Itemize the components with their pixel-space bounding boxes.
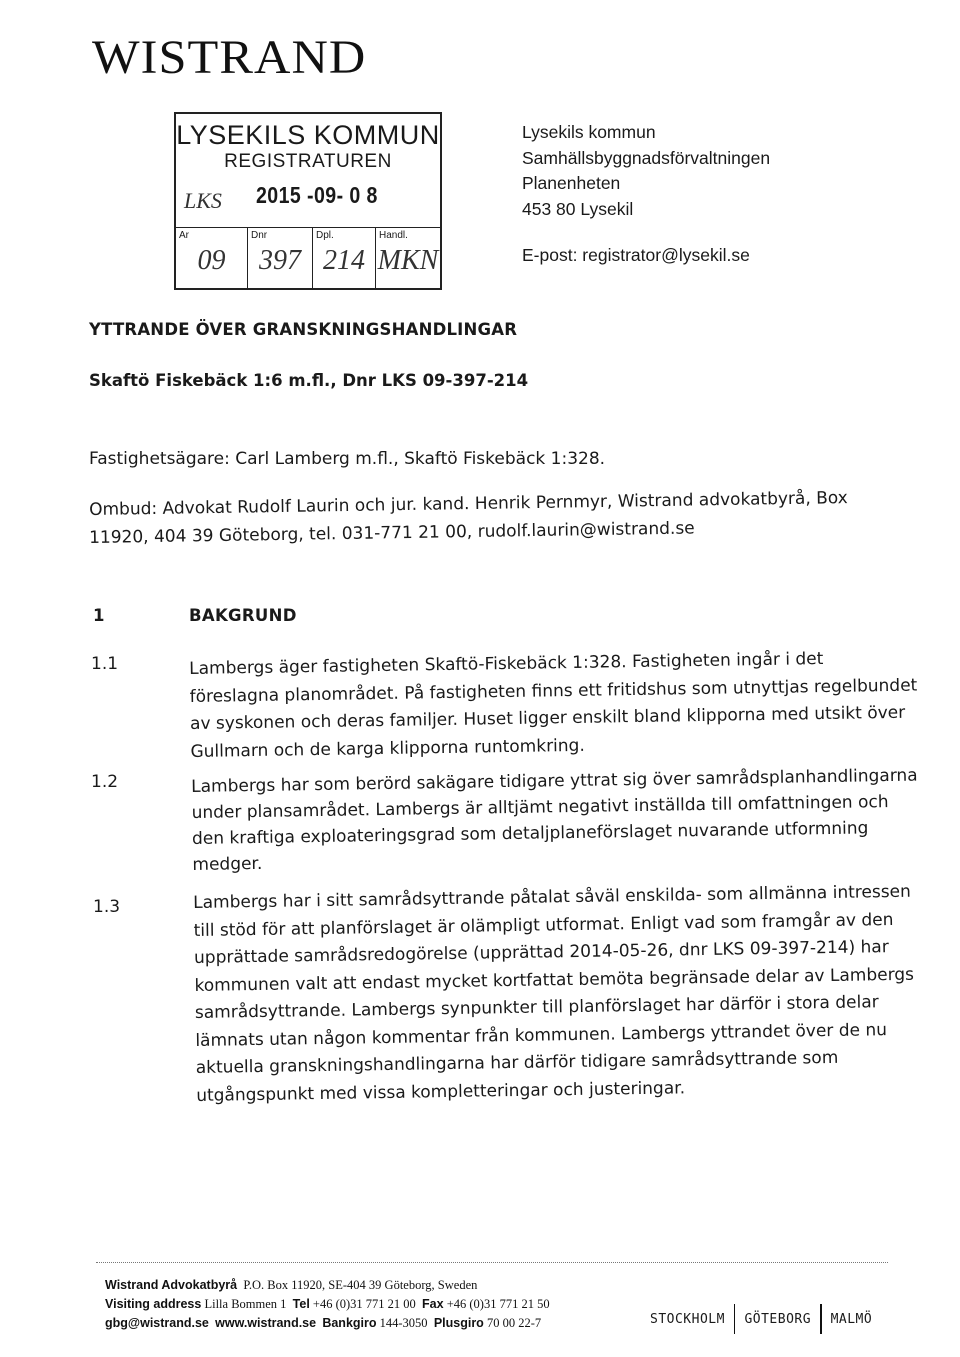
footer-visiting: Lilla Bommen 1 — [204, 1297, 287, 1311]
stamp-cell-value: 214 — [323, 245, 365, 276]
stamp-cells — [176, 227, 440, 288]
office-goteborg: GÖTEBORG — [744, 1311, 812, 1327]
footer-tel: +46 (0)31 771 21 00 — [312, 1297, 416, 1311]
paragraph-line: under plansamrådet. Lambergs är alltjämt negativt inställda till omfattningen och — [191, 792, 889, 823]
footer-offices — [650, 1304, 872, 1334]
ombud-line: 11920, 404 39 Göteborg, tel. 031-771 21 00, rudolf.laurin@wistrand.se — [89, 518, 695, 548]
document-title: YTTRANDE ÖVER GRANSKNINGSHANDLINGAR — [89, 320, 518, 339]
office-stockholm: STOCKHOLM — [650, 1311, 725, 1327]
stamp-cell-header: Dpl. — [316, 230, 334, 241]
footer-email[interactable]: gbg@wistrand.se — [105, 1316, 209, 1330]
footer-plusgiro: 70 00 22-7 — [486, 1316, 542, 1330]
address-line: Lysekils kommun — [522, 122, 656, 142]
recipient-email: E-post: registrator@lysekil.se — [522, 245, 750, 265]
paragraph-line: utgångspunkt med vissa kompletteringar och justeringar. — [196, 1077, 686, 1106]
stamp-registratur: REGISTRATUREN — [224, 151, 392, 172]
firm-logo: WISTRAND — [92, 31, 367, 84]
paragraph-line: samrådsyttrande. Lambergs synpunkter till planförslaget har därför i stora delar — [194, 992, 879, 1023]
paragraph-line: medger. — [192, 853, 263, 875]
footer-firm: Wistrand Advokatbyrå — [105, 1278, 238, 1292]
footer-line-2 — [105, 1297, 550, 1312]
paragraph-line: Lambergs har som berörd sakägare tidigare yttrat sig över samrådsplanhandlingarna — [191, 765, 918, 797]
footer-plusgiro-label: Plusgiro — [433, 1316, 484, 1330]
section-title: BAKGRUND — [189, 606, 297, 625]
paragraph-1-1 — [189, 645, 918, 766]
footer-fax-label: Fax — [422, 1297, 444, 1311]
footer-line-1 — [105, 1278, 477, 1293]
registration-stamp — [174, 112, 442, 290]
stamp-date: 2015 -09- 0 8 — [256, 182, 378, 208]
paragraph-1-2 — [191, 763, 919, 878]
office-malmo: MALMÖ — [830, 1311, 873, 1327]
paragraph-line: föreslagna planområdet. På fastigheten finns ett fritidshus som utnyttjas regelbundet — [189, 675, 918, 707]
footer-line-3 — [105, 1316, 541, 1331]
stamp-cell-value: 09 — [197, 245, 226, 276]
section-number: 1 — [93, 606, 105, 625]
stamp-cell-header: Handl. — [379, 230, 408, 241]
recipient-address — [522, 120, 770, 222]
paragraph-line: upprättade samrådsredogörelse (upprättad 2014-05-26, dnr LKS 09-397-214) har — [193, 937, 889, 968]
paragraph-line: kommunen valt att endast mycket kortfattat bemöta begränsade delar av Lambergs — [194, 964, 915, 996]
paragraph-line: Lambergs äger fastigheten Skaftö-Fiskebäck 1:328. Fastigheten ingår i det — [189, 649, 824, 679]
office-divider — [734, 1304, 736, 1334]
document-subtitle: Skaftö Fiskebäck 1:6 m.fl., Dnr LKS 09-397-214 — [89, 371, 529, 390]
stamp-cell-header: Ar — [179, 230, 189, 241]
footer-bankgiro-label: Bankgiro — [322, 1316, 377, 1330]
footer-visiting-label: Visiting address — [105, 1297, 202, 1311]
footer-fax: +46 (0)31 771 21 50 — [446, 1297, 550, 1311]
stamp-cell-year — [176, 227, 248, 288]
stamp-cell-value: MKN — [377, 245, 439, 276]
stamp-cell-value: 397 — [259, 245, 301, 276]
property-owner: Fastighetsägare: Carl Lamberg m.fl., Skaftö Fiskebäck 1:328. — [89, 449, 606, 469]
footer-postal: P.O. Box 11920, SE-404 39 Göteborg, Sweden — [243, 1278, 478, 1292]
paragraph-number: 1.1 — [91, 654, 119, 674]
paragraph-line: till stöd för att planförslaget är olämpligt utformat. Enligt vad som framgår av den — [193, 909, 894, 941]
footer-bankgiro: 144-3050 — [379, 1316, 428, 1330]
stamp-cell-dpl — [313, 227, 376, 288]
stamp-header — [176, 114, 440, 228]
paragraph-line: Lambergs har i sitt samrådsyttrande påtalat såväl enskilda- som allmänna intressen — [193, 881, 911, 913]
paragraph-line: aktuella granskningshandlingarna har därför tidigare samrådsyttrande som — [195, 1047, 839, 1078]
paragraph-line: av syskonen och deras familjer. Huset ligger enskilt bland klipporna med utsikt över — [189, 702, 906, 734]
stamp-lks: LKS — [184, 188, 222, 213]
address-line: Samhällsbyggnadsförvaltningen — [522, 147, 771, 168]
paragraph-line: Gullmarn och de karga klipporna runtomkring. — [190, 735, 585, 762]
paragraph-1-3 — [193, 879, 916, 1110]
ombud-line: Ombud: Advokat Rudolf Laurin och jur. kand. Henrik Pernmyr, Wistrand advokatbyrå, Box — [89, 488, 848, 520]
footer-web[interactable]: www.wistrand.se — [215, 1316, 317, 1330]
stamp-cell-header: Dnr — [251, 230, 268, 241]
office-divider — [820, 1304, 822, 1334]
stamp-cell-handl — [376, 227, 440, 288]
footer-tel-label: Tel — [292, 1297, 310, 1311]
paragraph-number: 1.3 — [93, 897, 121, 917]
paragraph-line: lämnats utan någon kommentar från kommunen. Lambergs yttrandet över de nu — [195, 1019, 888, 1051]
address-line: Planenheten — [522, 173, 621, 193]
stamp-cell-dnr — [248, 227, 313, 288]
stamp-kommun: LYSEKILS KOMMUN — [176, 120, 440, 150]
footer-divider — [96, 1262, 888, 1263]
paragraph-line: den kraftiga exploateringsgrad som detaljplaneförslaget nuvarande utformning — [191, 818, 869, 849]
paragraph-number: 1.2 — [91, 772, 119, 792]
address-line: 453 80 Lysekil — [522, 198, 634, 219]
